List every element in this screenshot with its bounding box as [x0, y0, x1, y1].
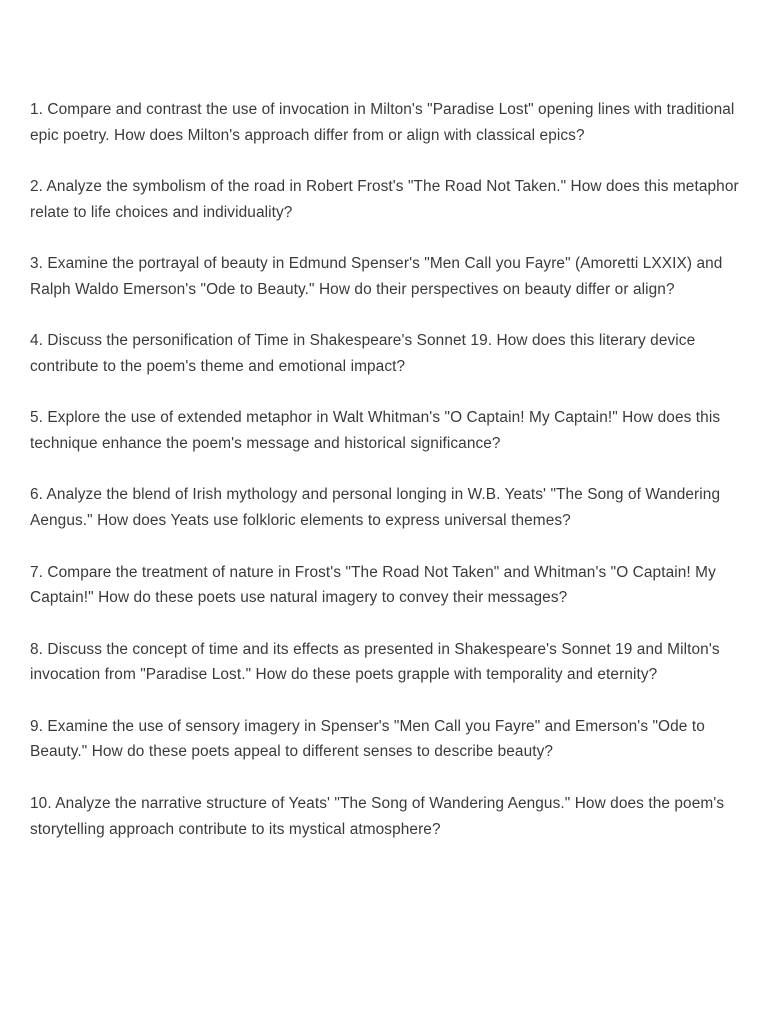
question-item-2: 2. Analyze the symbolism of the road in Robert Frost's "The Road Not Taken." How does this metaphor relate to life choices and individuality?	[30, 178, 739, 221]
question-item-4: 4. Discuss the personification of Time in Shakespeare's Sonnet 19. How does this literary device contribute to the poem's theme and emotional impact?	[30, 332, 696, 375]
question-item-7: 7. Compare the treatment of nature in Frost's "The Road Not Taken" and Whitman's "O Captain! My Captain!" How do these poets use natural imagery to convey their messages?	[30, 563, 716, 607]
question-item-9: 9. Examine the use of sensory imagery in Spenser's "Men Call you Fayre" and Emerson's "Ode to Beauty." How do these poets appeal to different senses to describe beauty?	[30, 717, 705, 761]
question-list	[30, 97, 742, 868]
question-item-5: 5. Explore the use of extended metaphor in Walt Whitman's "O Captain! My Captain!" How does this technique enhance the poem's message and historical significance?	[30, 409, 721, 453]
question-item-1: 1. Compare and contrast the use of invocation in Milton's "Paradise Lost" opening lines with traditional epic poetry. How does Milton's approach differ from or align with classical epics?	[30, 101, 735, 144]
question-item-3: 3. Examine the portrayal of beauty in Edmund Spenser's "Men Call you Fayre" (Amoretti LXXIX) and Ralph Waldo Emerson's "Ode to Beauty." How do their perspectives on beauty differ or align?	[30, 255, 723, 298]
question-item-10: 10. Analyze the narrative structure of Yeats' "The Song of Wandering Aengus." How does the poem's storytelling approach contribute to its mystical atmosphere?	[30, 794, 725, 838]
question-item-6: 6. Analyze the blend of Irish mythology and personal longing in W.B. Yeats' "The Song of Wandering Aengus." How does Yeats use folkloric elements to express universal themes?	[30, 486, 721, 530]
question-item-8: 8. Discuss the concept of time and its effects as presented in Shakespeare's Sonnet 19 and Milton's invocation from "Paradise Lost." How do these poets grapple with temporality and eternity?	[30, 640, 720, 684]
